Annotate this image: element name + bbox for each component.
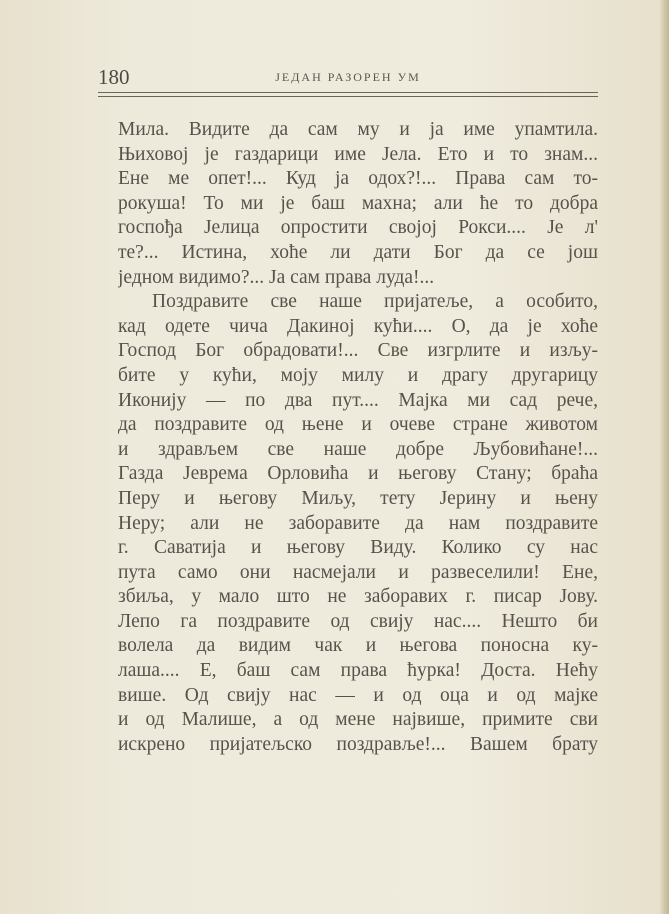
header-rule-bottom: [98, 96, 598, 97]
running-title: ЈЕДАН РАЗОРЕН УМ: [275, 70, 421, 84]
text-line: збиља, у мало што не заборавих г. писар Јову.: [118, 586, 598, 608]
text-line: Поздравите све наше пријатеље, а особито,: [152, 291, 598, 313]
text-line: Господ Бог обрадовати!... Све изгрлите и изљу-: [118, 340, 598, 362]
body-text: [118, 118, 598, 757]
text-line: Мила. Видите да сам му и ја име упамтила.: [118, 119, 598, 140]
text-line: Њиховој је газдарици име Јела. Ето и то знам...: [118, 143, 598, 165]
text-line: више. Од свију нас — и од оца и од мајке: [118, 684, 598, 706]
text-line: волела да видим чак и његова поносна ку-: [118, 635, 598, 657]
text-line: те?... Истина, хоће ли дати Бог да се још: [118, 241, 598, 263]
text-line: да поздравите од њене и очеве стране животом: [118, 414, 598, 436]
text-line: госпођа Јелица опростити својој Рокси.... Је л': [118, 217, 598, 239]
text-line: и од Малише, а од мене највише, примите сви: [118, 709, 598, 731]
text-line: Неру; али не заборавите да нам поздравите: [118, 512, 598, 534]
text-line: кад одете чича Дакиној кући.... О, да је хоће: [118, 315, 598, 337]
text-line: Иконију — по два пут.... Мајка ми сад рече,: [118, 389, 598, 411]
text-line: и здрављем све наше добре Љубовићане!...: [118, 438, 598, 460]
text-line: Ене ме опет!... Куд ја одох?!... Права сам то-: [118, 168, 598, 190]
text-line: лаша.... Е, баш сам права ћурка! Доста. Нећу: [118, 660, 598, 682]
page-edge: [659, 0, 669, 914]
text-line: Газда Јеврема Орловића и његову Стану; браћа: [118, 463, 598, 485]
text-line: једном видимо?... Ја сам права луда!...: [118, 266, 435, 288]
text-line: искрено пријатељско поздравље!... Вашем брату: [118, 733, 598, 755]
text-line: пута само они насмејали и развеселили! Ене,: [118, 561, 598, 583]
text-line: г. Саватија и његову Виду. Колико су нас: [118, 537, 598, 559]
header-rule-top: [98, 92, 598, 93]
text-line: рокуша! То ми је баш махна; али ће то добра: [118, 192, 598, 214]
text-line: Лепо га поздравите од свију нас.... Нешто би: [118, 610, 598, 632]
page-header: [98, 64, 598, 90]
page-number: 180: [98, 65, 130, 89]
text-line: Перу и његову Миљу, тету Јерину и њену: [118, 487, 598, 509]
text-line: бите у кући, моју милу и драгу другарицу: [118, 364, 598, 386]
